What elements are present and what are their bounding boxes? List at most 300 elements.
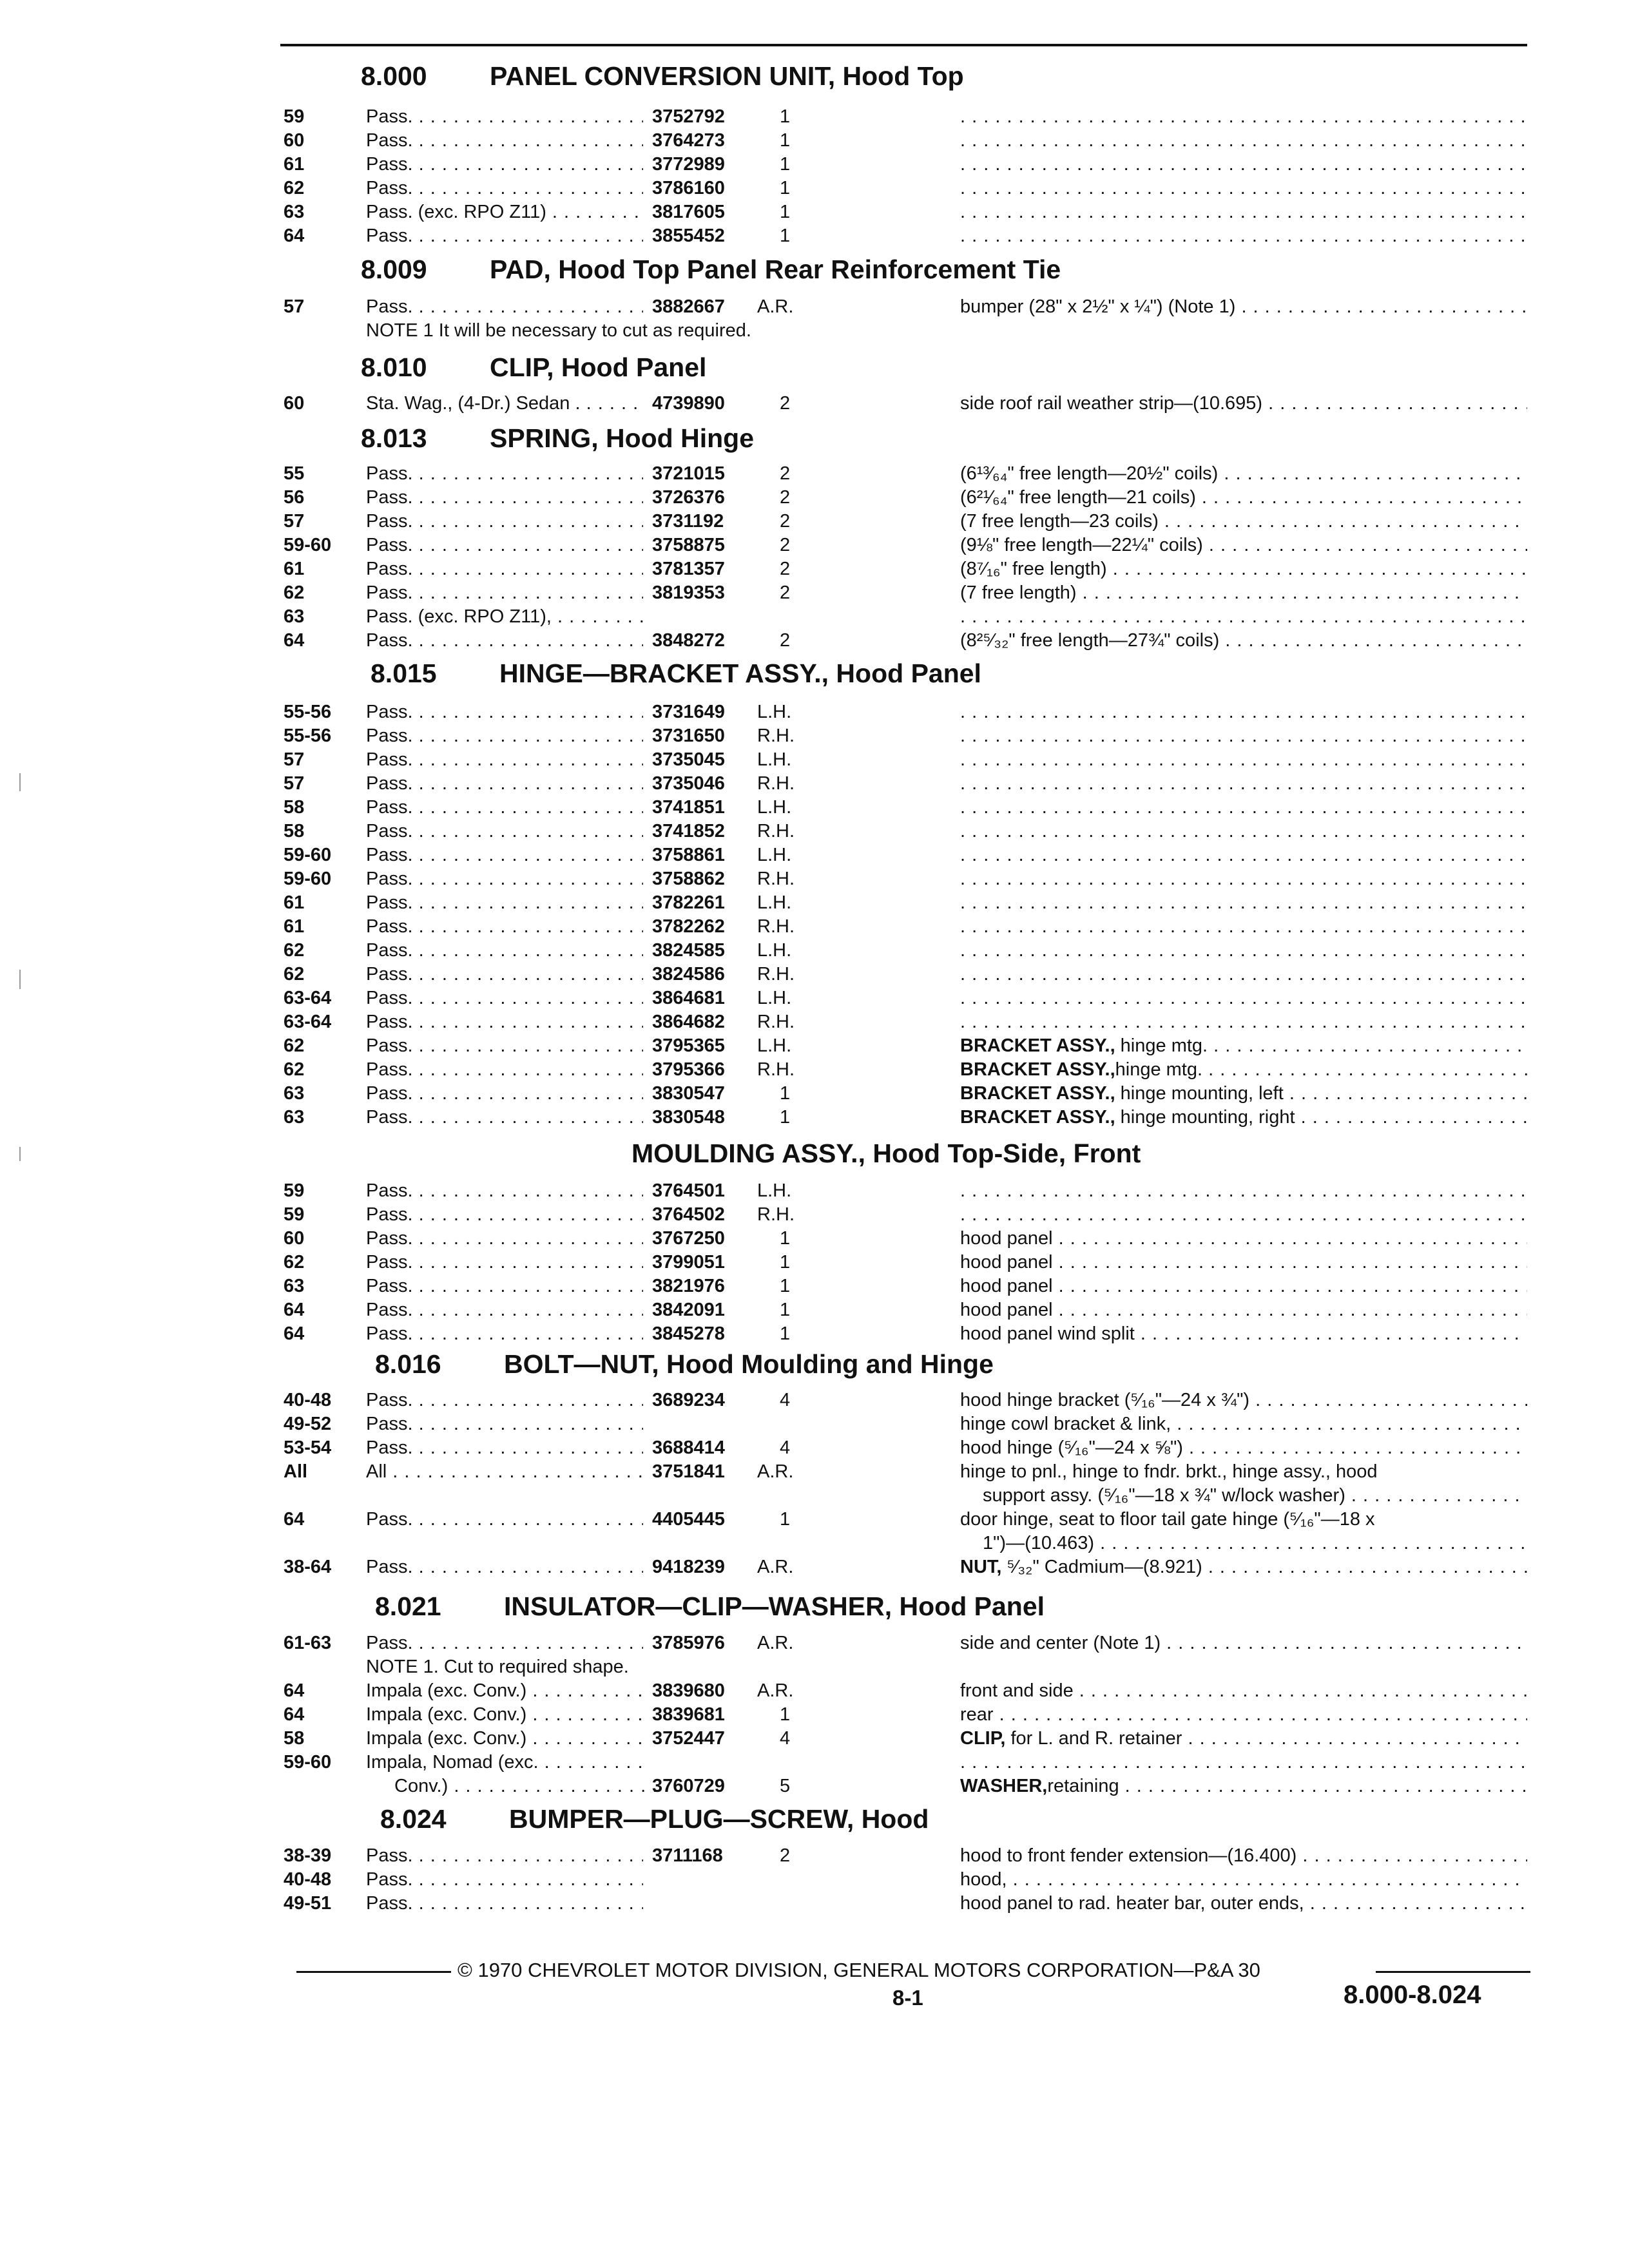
part-row [0, 796, 1629, 820]
description-text: ⁵⁄₃₂" Cadmium—(8.921) [1001, 1557, 1202, 1577]
description-text: (9⅛" free length—22¼" coils) [960, 535, 1203, 555]
application: Pass. . . . [366, 1034, 643, 1058]
application: Pass. . . . [366, 1508, 643, 1532]
model-year: 49-52 [284, 1414, 332, 1434]
description-text: (7 free length) [960, 582, 1077, 603]
description [960, 605, 1527, 629]
footer-copyright: © 1970 CHEVROLET MOTOR DIVISION, GENERAL MOTORS CORPORATION—P&A 30 [458, 1959, 1260, 1981]
quantity: 1 [780, 1107, 791, 1128]
description-text: (6¹³⁄₆₄" free length—20½" coils) [960, 463, 1219, 484]
description [960, 1460, 1527, 1484]
model-year: 57 [284, 773, 305, 794]
quantity: 1 [780, 1509, 791, 1530]
application: Impala, Nomad (exc. . . . [366, 1751, 643, 1774]
model-year: 57 [284, 511, 305, 532]
model-year: 61 [284, 892, 305, 913]
description [960, 153, 1527, 177]
part-number: 3731650 [652, 726, 725, 746]
application: Pass. . . . [366, 486, 643, 510]
application: Conv.) . . . [394, 1774, 671, 1798]
description [960, 820, 1527, 843]
description-text: hinge mounting, right [1115, 1107, 1295, 1128]
description-bold: CLIP, [960, 1728, 1006, 1749]
application: Pass. . . . [366, 629, 643, 653]
description-text: (8²⁵⁄₃₂" free length—27¾" coils) [960, 630, 1220, 651]
note-row [0, 1655, 1629, 1679]
model-year: 59-60 [284, 535, 332, 555]
model-year: 60 [284, 393, 305, 414]
part-row [0, 843, 1629, 867]
scan-mark [19, 970, 21, 989]
part-number: 3821976 [652, 1276, 725, 1296]
description-text: hood hinge (⁵⁄₁₆"—24 x ⅝") [960, 1437, 1183, 1458]
section-title [361, 425, 754, 452]
application: NOTE 1. Cut to required shape. [366, 1657, 629, 1677]
application: Sta. Wag., (4-Dr.) Sedan . . . . [366, 392, 643, 416]
description-text: hinge cowl bracket & link, [960, 1414, 1171, 1434]
part-row [0, 1058, 1629, 1082]
part-number: 3731192 [652, 511, 724, 532]
quantity: 2 [780, 630, 791, 651]
description-text: hinge to pnl., hinge to fndr. brkt., hinge assy., hood [960, 1461, 1378, 1482]
part-number: 3721015 [652, 463, 725, 484]
quantity: A.R. [757, 1633, 794, 1653]
quantity: 1 [780, 1228, 791, 1249]
part-row [0, 1844, 1629, 1868]
model-year: 59-60 [284, 1752, 332, 1773]
section-number: 8.024 [380, 1804, 447, 1834]
model-year: 64 [284, 1680, 305, 1701]
part-number: 3795365 [652, 1035, 725, 1056]
description [960, 1436, 1527, 1460]
section-number: 8.015 [371, 658, 437, 688]
part-number: 3839680 [652, 1680, 725, 1701]
description [960, 843, 1527, 867]
part-row [0, 915, 1629, 939]
description [960, 1322, 1527, 1346]
application: Pass. . . . [366, 1106, 643, 1129]
section-heading: PANEL CONVERSION UNIT, Hood Top [490, 61, 964, 91]
quantity: 2 [780, 393, 791, 414]
section-title [361, 354, 706, 381]
part-number: 3758861 [652, 845, 725, 865]
description [960, 1179, 1527, 1203]
part-row [0, 986, 1629, 1010]
part-number: 3772989 [652, 154, 725, 175]
description-text: (8⁷⁄₁₆" free length) [960, 559, 1107, 579]
application: Pass. . . . [366, 557, 643, 581]
section-heading: MOULDING ASSY., Hood Top-Side, Front [631, 1139, 1141, 1168]
quantity: A.R. [757, 296, 794, 317]
part-row [0, 1703, 1629, 1727]
part-number: 3741852 [652, 821, 725, 841]
application: Pass. . . . [366, 1203, 643, 1227]
application: Pass. . . . [366, 843, 643, 867]
part-row [0, 1251, 1629, 1274]
part-row [0, 392, 1629, 416]
part-number: 3767250 [652, 1228, 725, 1249]
description [960, 963, 1527, 986]
description [960, 295, 1527, 319]
model-year: 64 [284, 630, 305, 651]
part-number: 3735046 [652, 773, 725, 794]
quantity: 2 [780, 1845, 791, 1866]
application: Pass. . . . [366, 1555, 643, 1579]
model-year: 63 [284, 1276, 305, 1296]
model-year: 58 [284, 1728, 305, 1749]
section-number: 8.013 [361, 423, 427, 453]
section-heading: PAD, Hood Top Panel Rear Reinforcement Tie [490, 255, 1061, 284]
application: Pass. . . . [366, 1436, 643, 1460]
footer-section-range: 8.000-8.024 [1344, 1981, 1481, 2009]
description-text: hood panel [960, 1252, 1053, 1273]
model-year: 62 [284, 1252, 305, 1273]
part-row [0, 748, 1629, 772]
model-year: 58 [284, 797, 305, 818]
part-row [0, 153, 1629, 177]
application: Pass. (exc. RPO Z11) . . . [366, 200, 643, 224]
part-number: 3758862 [652, 869, 725, 889]
quantity: 1 [780, 178, 791, 198]
part-row [0, 510, 1629, 533]
quantity: L.H. [757, 845, 792, 865]
section-heading: BOLT—NUT, Hood Moulding and Hinge [504, 1349, 994, 1379]
model-year: 64 [284, 1704, 305, 1725]
part-row [0, 295, 1629, 319]
model-year: 62 [284, 1059, 305, 1080]
quantity: 2 [780, 582, 791, 603]
application: Pass. . . . [366, 1082, 643, 1106]
part-number: 3819353 [652, 582, 725, 603]
quantity: 1 [780, 1083, 791, 1104]
quantity: 1 [780, 1323, 791, 1344]
part-number: 3799051 [652, 1252, 725, 1273]
part-number: 3764502 [652, 1204, 725, 1225]
part-row [0, 581, 1629, 605]
description-text: retaining [1047, 1776, 1119, 1796]
application: Pass. . . . [366, 1010, 643, 1034]
model-year: 61 [284, 154, 305, 175]
part-number: 4739890 [652, 393, 725, 414]
description-text: hood panel to rad. heater bar, outer ends, [960, 1893, 1304, 1914]
part-number: 3782262 [652, 916, 725, 937]
footer-page-number: 8-1 [892, 1986, 923, 2010]
top-rule [280, 44, 1527, 46]
model-year: 55-56 [284, 702, 332, 722]
quantity: 2 [780, 535, 791, 555]
description [960, 557, 1527, 581]
quantity: 1 [780, 154, 791, 175]
description [960, 1010, 1527, 1034]
quantity: A.R. [757, 1680, 794, 1701]
description [960, 105, 1527, 129]
part-number: 3760729 [652, 1776, 725, 1796]
application: Pass. . . . [366, 1844, 643, 1868]
description [960, 392, 1527, 416]
part-row [0, 224, 1629, 248]
description [960, 867, 1527, 891]
model-year: 57 [284, 296, 305, 317]
section-heading: HINGE—BRACKET ASSY., Hood Panel [499, 658, 981, 688]
quantity: R.H. [757, 916, 795, 937]
part-row [0, 724, 1629, 748]
model-year: 57 [284, 749, 305, 770]
application: Pass. . . . [366, 1412, 643, 1436]
quantity: R.H. [757, 964, 795, 985]
model-year: 56 [284, 487, 305, 508]
description-text: hood panel wind split [960, 1323, 1135, 1344]
section-title [375, 1593, 1045, 1620]
description-text: for L. and R. retainer [1005, 1728, 1182, 1749]
description-text: hood, [960, 1869, 1007, 1890]
model-year: 40-48 [284, 1390, 332, 1410]
section-heading: SPRING, Hood Hinge [490, 423, 754, 453]
model-year: 61 [284, 916, 305, 937]
section-number: 8.021 [375, 1591, 441, 1621]
description-text: (6²¹⁄₆₄" free length—21 coils) [960, 487, 1196, 508]
description [960, 1555, 1527, 1579]
part-row [0, 1322, 1629, 1346]
description [960, 1058, 1527, 1082]
part-row [0, 1227, 1629, 1251]
section-number: 8.000 [361, 61, 427, 91]
part-row [0, 867, 1629, 891]
model-year: 59 [284, 106, 305, 127]
application: Pass. . . . [366, 510, 643, 533]
part-row [0, 1774, 1629, 1798]
model-year: 64 [284, 226, 305, 246]
model-year: 59 [284, 1204, 305, 1225]
description [960, 1751, 1527, 1774]
model-year: 62 [284, 582, 305, 603]
part-number: 3781357 [652, 559, 725, 579]
part-row [0, 1892, 1629, 1916]
part-row [0, 891, 1629, 915]
application: Pass. . . . [366, 153, 643, 177]
quantity: R.H. [757, 1204, 795, 1225]
application: Pass. . . . [366, 462, 643, 486]
application: Pass. . . . [366, 581, 643, 605]
part-row [0, 820, 1629, 843]
description-text: hood to front fender extension—(16.400) [960, 1845, 1297, 1866]
description-text: hood hinge bracket (⁵⁄₁₆"—24 x ¾") [960, 1390, 1250, 1410]
model-year: 38-39 [284, 1845, 332, 1866]
section-heading: INSULATOR—CLIP—WASHER, Hood Panel [504, 1591, 1045, 1621]
model-year: 40-48 [284, 1869, 332, 1890]
part-number: 3830548 [652, 1107, 725, 1128]
application: Pass. . . . [366, 1389, 643, 1412]
model-year: 64 [284, 1300, 305, 1320]
part-row [0, 1555, 1629, 1579]
part-number: 3845278 [652, 1323, 725, 1344]
part-row [0, 200, 1629, 224]
section-title [361, 63, 964, 90]
part-row [0, 1179, 1629, 1203]
application: Pass. . . . [366, 295, 643, 319]
description [960, 1106, 1527, 1129]
model-year: 63 [284, 1107, 305, 1128]
quantity: R.H. [757, 726, 795, 746]
model-year: 59-60 [284, 845, 332, 865]
description [960, 891, 1527, 915]
description [960, 1679, 1527, 1703]
application: Pass. . . . [366, 939, 643, 963]
application: Pass. . . . [366, 1322, 643, 1346]
description [960, 486, 1527, 510]
model-year: 63 [284, 1083, 305, 1104]
model-year: 63-64 [284, 988, 332, 1008]
description [960, 772, 1527, 796]
section-number: 8.009 [361, 255, 427, 284]
quantity: 2 [780, 511, 791, 532]
part-number: 3786160 [652, 178, 725, 198]
quantity: 1 [780, 1704, 791, 1725]
application: Pass. . . . [366, 748, 643, 772]
model-year: 49-51 [284, 1893, 332, 1914]
section-heading: BUMPER—PLUG—SCREW, Hood [509, 1804, 929, 1834]
quantity: L.H. [757, 1035, 792, 1056]
quantity: L.H. [757, 749, 792, 770]
part-row [0, 177, 1629, 200]
part-row [0, 1508, 1629, 1532]
application: Pass. . . . [366, 1179, 643, 1203]
quantity: 2 [780, 487, 791, 508]
part-row [0, 1274, 1629, 1298]
model-year: 63 [284, 606, 305, 627]
part-number: 3795366 [652, 1059, 725, 1080]
part-row [0, 772, 1629, 796]
part-row [0, 1298, 1629, 1322]
part-number: 3731649 [652, 702, 725, 722]
description [960, 1274, 1527, 1298]
description-bold: WASHER, [960, 1776, 1048, 1796]
description [960, 510, 1527, 533]
description [960, 1892, 1527, 1916]
model-year: 63 [284, 202, 305, 222]
model-year: 60 [284, 1228, 305, 1249]
quantity: 5 [780, 1776, 791, 1796]
description-text: hinge mounting, left [1115, 1083, 1284, 1104]
model-year: All [284, 1461, 308, 1482]
part-number: 3689234 [652, 1390, 725, 1410]
description [960, 1251, 1527, 1274]
description [960, 1034, 1527, 1058]
description-text: (7 free length—23 coils) [960, 511, 1159, 532]
model-year: 61-63 [284, 1633, 332, 1653]
model-year: 59 [284, 1180, 305, 1201]
part-row [0, 1412, 1629, 1436]
model-year: 60 [284, 130, 305, 151]
part-number: 3824586 [652, 964, 725, 985]
application: Pass. . . . [366, 1868, 643, 1892]
quantity: 2 [780, 463, 791, 484]
description [960, 700, 1527, 724]
part-number: 3782261 [652, 892, 725, 913]
application: Pass. . . . [366, 796, 643, 820]
quantity: 4 [780, 1437, 791, 1458]
part-row-continued [0, 1532, 1629, 1555]
description-text: hinge mtg. [1115, 1035, 1208, 1056]
part-row-continued [0, 1484, 1629, 1508]
description [960, 1727, 1527, 1751]
model-year: 64 [284, 1509, 305, 1530]
section-title [375, 1351, 994, 1378]
description-continued: support assy. (⁵⁄₁₆"—18 x ¾" w/lock washer) . . . [983, 1484, 1527, 1508]
description [960, 533, 1527, 557]
part-row [0, 1034, 1629, 1058]
part-number: 3741851 [652, 797, 725, 818]
application: Pass. . . . [366, 1631, 643, 1655]
description [960, 748, 1527, 772]
part-row [0, 129, 1629, 153]
model-year: 62 [284, 964, 305, 985]
application: Impala (exc. Conv.) . . . [366, 1679, 643, 1703]
application: Pass. . . . [366, 177, 643, 200]
model-year: 62 [284, 178, 305, 198]
description [960, 939, 1527, 963]
application: Pass. . . . [366, 891, 643, 915]
quantity: 1 [780, 226, 791, 246]
part-number: 9418239 [652, 1557, 725, 1577]
part-row [0, 605, 1629, 629]
part-row [0, 1010, 1629, 1034]
part-row [0, 1106, 1629, 1129]
description-text: hood panel [960, 1300, 1053, 1320]
quantity: 1 [780, 1276, 791, 1296]
application: Pass. . . . [366, 1892, 643, 1916]
section-title [361, 256, 1061, 283]
section-title [631, 1140, 1141, 1167]
model-year: 58 [284, 821, 305, 841]
quantity: A.R. [757, 1557, 794, 1577]
description [960, 1844, 1527, 1868]
description [960, 224, 1527, 248]
description [960, 1774, 1527, 1798]
quantity: L.H. [757, 1180, 792, 1201]
description-text: hinge mtg. [1115, 1059, 1203, 1080]
model-year: 38-64 [284, 1557, 332, 1577]
description [960, 200, 1527, 224]
model-year: 64 [284, 1323, 305, 1344]
description-text: side and center (Note 1) [960, 1633, 1161, 1653]
quantity: 1 [780, 1252, 791, 1273]
description [960, 1703, 1527, 1727]
application: Pass. . . . [366, 224, 643, 248]
model-year: 61 [284, 559, 305, 579]
description [960, 724, 1527, 748]
description [960, 1227, 1527, 1251]
quantity: R.H. [757, 869, 795, 889]
description [960, 629, 1527, 653]
section-title [371, 660, 981, 687]
description [960, 1082, 1527, 1106]
quantity: R.H. [757, 821, 795, 841]
description-text: side roof rail weather strip—(10.695) [960, 393, 1263, 414]
description [960, 796, 1527, 820]
part-row [0, 1727, 1629, 1751]
description [960, 1868, 1527, 1892]
application: Pass. . . . [366, 533, 643, 557]
description [960, 581, 1527, 605]
part-number: 3751841 [652, 1461, 725, 1482]
description-bold: BRACKET ASSY., [960, 1059, 1115, 1080]
part-number: 3688414 [652, 1437, 725, 1458]
part-row [0, 1631, 1629, 1655]
part-number: 3764273 [652, 130, 725, 151]
application: Pass. . . . [366, 1251, 643, 1274]
description [960, 986, 1527, 1010]
description-continued: 1")—(10.463) . . . [983, 1532, 1527, 1555]
